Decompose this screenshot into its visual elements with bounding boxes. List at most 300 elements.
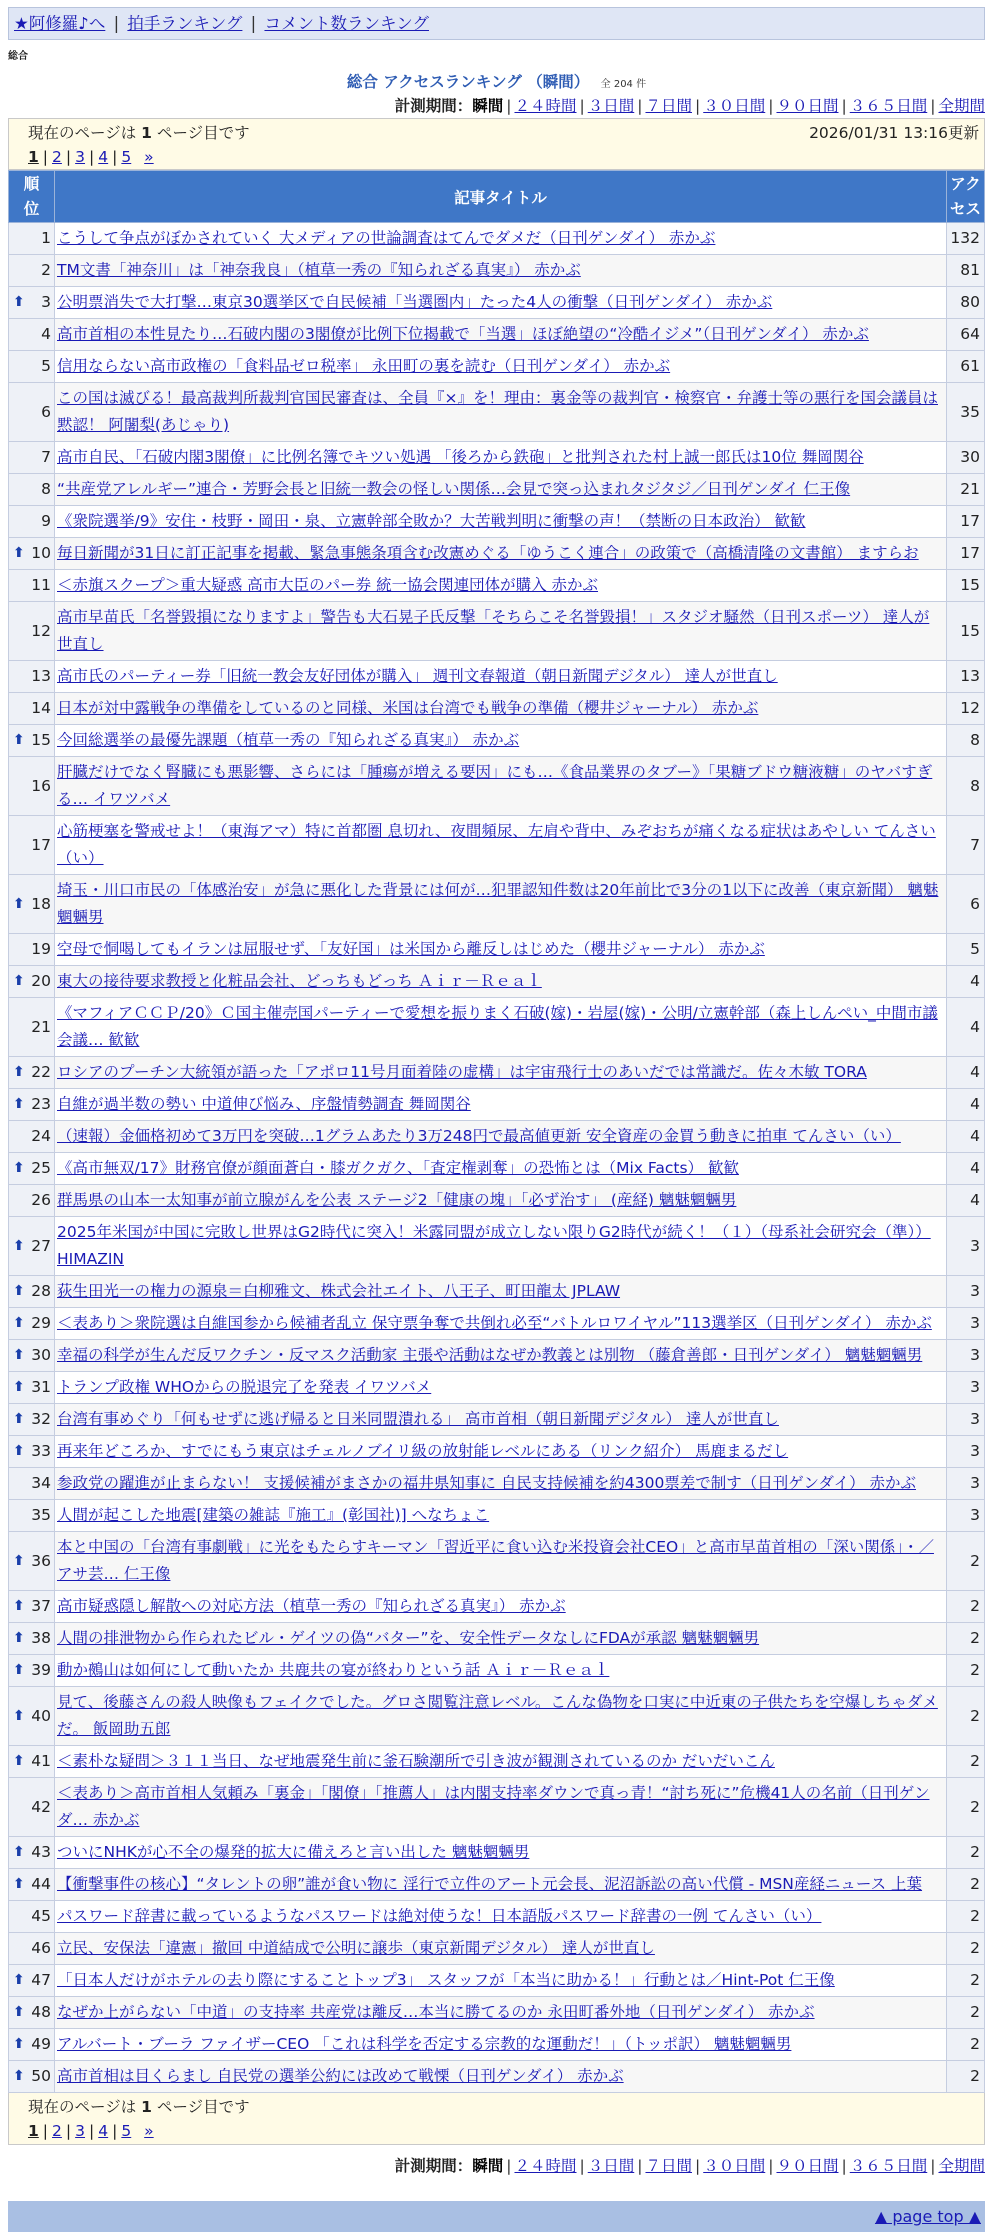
rank-number: 31 [31, 1378, 51, 1396]
table-row [9, 538, 985, 570]
access-count: 4 [947, 1153, 985, 1185]
title-cell [55, 1869, 947, 1901]
article-title-link[interactable]: 高市早苗氏「名誉毀損になりますよ」警告も大石晃子氏反撃「そちらこそ名誉毀損！」スタジオ騒然（日刊スポーツ） 達人が世直し [57, 608, 930, 653]
title-cell [55, 1217, 947, 1276]
table-row [9, 1185, 985, 1217]
article-title-link[interactable]: なぜか上がらない「中道」の支持率 共産党は離反…本当に勝てるのか 永田町番外地（日刊ゲンダイ） 赤かぶ [57, 2003, 815, 2021]
access-count: 3 [947, 1404, 985, 1436]
period-separator: | [695, 2157, 701, 2175]
rank-cell [9, 1276, 55, 1308]
article-title-link[interactable]: 荻生田光一の権力の源泉＝白柳雅文、株式会社エイト、八王子、町田龍太 JPLAW [57, 1282, 621, 1300]
title-cell [55, 1372, 947, 1404]
table-row [9, 1468, 985, 1500]
rank-number: 11 [31, 576, 51, 594]
article-title-link[interactable]: 日本が対中露戦争の準備をしているのと同様、米国は台湾でも戦争の準備（櫻井ジャーナル） 赤かぶ [57, 699, 759, 717]
article-title-link[interactable]: こうして争点がぼかされていく 大メディアの世論調査はてんでダメだ（日刊ゲンダイ） 赤かぶ [57, 229, 716, 247]
title-cell [55, 2029, 947, 2061]
article-title-link[interactable]: 東大の接待要求教授と化粧品会社、どっちもどっち Ａｉｒ－Ｒｅａｌ [57, 972, 542, 990]
article-title-link[interactable]: 埼玉・川口市民の「体感治安」が急に悪化した背景には何が…犯罪認知件数は20年前比で3分の1以下に改善（東京新聞） 魑魅魍魎男 [57, 881, 939, 926]
access-count: 3 [947, 1436, 985, 1468]
title-cell [55, 1500, 947, 1532]
article-title-link[interactable]: “共産党アレルギー”連合・芳野会長と旧統一教会の怪しい関係…会見で突っ込まれタジタジ／日刊ゲンダイ 仁王像 [57, 480, 851, 498]
title-cell [55, 383, 947, 442]
rank-number: 24 [31, 1127, 51, 1145]
table-row [9, 1965, 985, 1997]
ranking-title-text: 総合 アクセスランキング （瞬間） [346, 73, 590, 91]
rank-cell [9, 1869, 55, 1901]
article-title-link[interactable]: 高市疑惑隠し解散への対応方法（植草一秀の『知られざる真実』） 赤かぶ [57, 1597, 566, 1615]
rank-cell [9, 570, 55, 602]
article-title-link[interactable]: 動か鵺山は如何にして動いたか 共鹿共の宴が終わりという話 Ａｉｒ－Ｒｅａｌ [57, 1661, 610, 1679]
rank-cell [9, 506, 55, 538]
title-cell [55, 1185, 947, 1217]
period-link[interactable]: ３０日間 [703, 97, 766, 115]
access-count: 80 [947, 287, 985, 319]
rank-number: 30 [31, 1346, 51, 1364]
period-separator: | [579, 2157, 585, 2175]
rank-cell [9, 602, 55, 661]
title-cell [55, 1468, 947, 1500]
article-title-link[interactable]: 今回総選挙の最優先課題（植草一秀の『知られざる真実』） 赤かぶ [57, 731, 520, 749]
table-row [9, 442, 985, 474]
access-count: 15 [947, 570, 985, 602]
table-row [9, 1901, 985, 1933]
rank-up-arrow-icon: ⬆ [13, 2068, 25, 2084]
table-row [9, 816, 985, 875]
period-link[interactable]: ２４時間 [514, 97, 577, 115]
title-cell [55, 1965, 947, 1997]
article-title-link[interactable]: 心筋梗塞を警戒せよ！（東海アマ）特に首都圏 息切れ、夜間頻尿、左肩や背中、みぞおちが痛くなる症状はあやしい てんさい（い） [57, 822, 936, 867]
period-separator: | [930, 2157, 936, 2175]
ranking-total-count: 全 204 件 [600, 79, 647, 90]
next-page-link[interactable]: » [144, 2122, 154, 2140]
period-selector-bottom [8, 2151, 985, 2181]
rank-number: 27 [31, 1236, 51, 1255]
access-count: 4 [947, 1185, 985, 1217]
rank-cell [9, 966, 55, 998]
rank-number: 49 [31, 2035, 51, 2053]
table-row [9, 602, 985, 661]
rank-number: 39 [31, 1661, 51, 1679]
title-cell [55, 570, 947, 602]
table-row [9, 934, 985, 966]
title-cell [55, 1153, 947, 1185]
rank-cell [9, 693, 55, 725]
rank-cell [9, 2061, 55, 2093]
rank-cell [9, 1372, 55, 1404]
access-count: 2 [947, 2029, 985, 2061]
access-count: 2 [947, 1655, 985, 1687]
article-title-link[interactable]: 《マフィアＣＣＰ/20》Ｃ国主催売国パーティーで愛想を振りまく石破(嫁)・岩屋(嫁)・公明/立憲幹部（森上しんぺい_中間市議会議… 歓歓 [57, 1004, 938, 1049]
rank-number: 8 [41, 480, 51, 498]
article-title-link[interactable]: アルバート・ブーラ ファイザーCEO 「これは科学を否定する宗教的な運動だ！」（トッポ訳） 魑魅魍魎男 [57, 2035, 792, 2053]
page-link[interactable]: 4 [98, 2122, 109, 2140]
page-link[interactable]: 5 [121, 148, 132, 166]
access-count: 12 [947, 693, 985, 725]
period-separator: | [637, 2157, 643, 2175]
rank-cell [9, 538, 55, 570]
table-row [9, 1532, 985, 1591]
title-cell [55, 1623, 947, 1655]
table-row [9, 1591, 985, 1623]
article-title-link[interactable]: ＜表あり＞衆院選は自維国参から候補者乱立 保守票争奪で共倒れ必至“バトルロワイヤル”113選挙区（日刊ゲンダイ） 赤かぶ [57, 1314, 932, 1332]
rank-up-arrow-icon: ⬆ [13, 1753, 25, 1769]
access-count: 4 [947, 1089, 985, 1121]
title-cell [55, 223, 947, 255]
access-count: 3 [947, 1500, 985, 1532]
rank-up-arrow-icon: ⬆ [13, 1844, 25, 1860]
rank-cell [9, 1308, 55, 1340]
period-link[interactable]: ３６５日間 [849, 97, 928, 115]
page-status: 現在のページは 1 ページ目です [28, 2098, 250, 2116]
rank-number: 10 [31, 544, 51, 562]
page-link[interactable]: 2 [52, 2122, 62, 2140]
rank-number: 14 [31, 699, 51, 717]
page-separator: | [112, 2122, 118, 2140]
article-title-link[interactable]: 毎日新聞が31日に訂正記事を掲載、緊急事態条項含む改憲めぐる「ゆうこく連合」の政策で（高橋清隆の文書館） ますらお [57, 544, 919, 562]
title-cell [55, 1997, 947, 2029]
table-row [9, 319, 985, 351]
title-cell [55, 998, 947, 1057]
article-title-link[interactable]: 【衝撃事件の核心】“タレントの卵”誰が食い物に 淫行で立件のアート元会長、泥沼訴訟の高い代償 - MSN産経ニュース 上葉 [57, 1875, 923, 1893]
article-title-link[interactable]: ロシアのプーチン大統領が語った「アポロ11号月面着陸の虚構」は宇宙飛行士のあいだでは常識だ。佐々木敏 TORA [57, 1063, 867, 1081]
title-cell [55, 442, 947, 474]
access-count: 15 [947, 602, 985, 661]
period-link[interactable]: ３０日間 [703, 2157, 766, 2175]
article-title-link[interactable]: 群馬県の山本一太知事が前立腺がんを公表 ステージ2「健康の塊」「必ず治す」 (産経) 魑魅魍魎男 [57, 1191, 737, 1209]
page-spacer [135, 148, 140, 166]
rank-number: 34 [31, 1474, 51, 1492]
rank-cell [9, 223, 55, 255]
rank-cell [9, 725, 55, 757]
rank-number: 42 [31, 1797, 51, 1816]
access-count: 61 [947, 351, 985, 383]
article-title-link[interactable]: 2025年米国が中国に完敗し世界はG2時代に突入！米露同盟が成立しない限りG2時代が続く！（１）（母系社会研究会（準）） HIMAZIN [57, 1223, 931, 1268]
page-link[interactable]: 4 [98, 148, 109, 166]
period-separator: | [768, 2157, 774, 2175]
article-title-link[interactable]: 高市氏のパーティー券「旧統一教会友好団体が購入」 週刊文春報道（朝日新聞デジタル） 達人が世直し [57, 667, 778, 685]
period-link[interactable]: ２４時間 [514, 2157, 577, 2175]
rank-up-arrow-icon: ⬆ [13, 1411, 25, 1427]
period-separator: | [841, 97, 847, 115]
rank-up-arrow-icon: ⬆ [13, 1064, 25, 1080]
rank-number: 28 [31, 1282, 51, 1300]
article-title-link[interactable]: 立民、安保法「違憲」撤回 中道結成で公明に譲歩（東京新聞デジタル） 達人が世直し [57, 1939, 655, 1957]
table-row [9, 1500, 985, 1532]
table-row [9, 2061, 985, 2093]
article-title-link[interactable]: TM文書「神奈川」は「神奈我良」（植草一秀の『知られざる真実』） 赤かぶ [57, 261, 581, 279]
rank-number: 1 [41, 229, 51, 247]
rank-up-arrow-icon: ⬆ [13, 2036, 25, 2052]
title-cell [55, 287, 947, 319]
rank-number: 22 [31, 1063, 51, 1081]
rank-number: 43 [31, 1843, 51, 1861]
updated-timestamp: 2026/01/31 13:16更新 [809, 124, 979, 142]
access-count: 35 [947, 383, 985, 442]
table-row [9, 2029, 985, 2061]
period-link[interactable]: ３６５日間 [849, 2157, 928, 2175]
footer-bar [8, 2201, 985, 2232]
current-page-number: 1 [28, 2122, 39, 2140]
period-separator: | [695, 97, 701, 115]
rank-cell [9, 998, 55, 1057]
article-title-link[interactable]: 肝臓だけでなく腎臓にも悪影響、さらには「腫瘍が増える要因」にも…《食品業界のタブー》「果糖ブドウ糖液糖」のヤバすぎる… イワツバメ [57, 763, 933, 808]
rank-up-arrow-icon: ⬆ [13, 1876, 25, 1892]
table-row [9, 1340, 985, 1372]
rank-number: 36 [31, 1551, 51, 1570]
article-title-link[interactable]: 《衆院選挙/9》安住・枝野・岡田・泉、立憲幹部全敗か？大苦戦判明に衝撃の声！（禁断の日本政治） 歓歓 [57, 512, 806, 530]
rank-number: 19 [31, 940, 51, 958]
access-count: 5 [947, 934, 985, 966]
rank-number: 25 [31, 1159, 51, 1177]
access-count: 2 [947, 1778, 985, 1837]
rank-number: 7 [41, 448, 51, 466]
pager-top [8, 118, 985, 170]
rank-number: 44 [31, 1875, 51, 1893]
title-cell [55, 1591, 947, 1623]
table-row [9, 1746, 985, 1778]
rank-up-arrow-icon: ⬆ [13, 1443, 25, 1459]
table-row [9, 1997, 985, 2029]
rank-cell [9, 474, 55, 506]
current-page-number: 1 [28, 148, 39, 166]
access-count: 2 [947, 1746, 985, 1778]
comment-ranking-link[interactable]: コメント数ランキング [264, 14, 429, 33]
table-row [9, 287, 985, 319]
rank-number: 3 [41, 293, 51, 311]
access-count: 2 [947, 1901, 985, 1933]
rank-cell [9, 1340, 55, 1372]
article-title-link[interactable]: 再来年どころか、すでにもう東京はチェルノブイリ級の放射能レベルにある（リンク紹介） 馬鹿まるだし [57, 1442, 789, 1460]
table-row [9, 1404, 985, 1436]
access-count: 3 [947, 1340, 985, 1372]
rank-cell [9, 1933, 55, 1965]
rank-cell [9, 319, 55, 351]
title-cell [55, 1687, 947, 1746]
access-count: 4 [947, 998, 985, 1057]
table-row [9, 474, 985, 506]
rank-number: 45 [31, 1907, 51, 1925]
rank-number: 41 [31, 1752, 51, 1770]
title-cell [55, 1089, 947, 1121]
access-count: 2 [947, 1837, 985, 1869]
rank-number: 2 [41, 261, 51, 279]
table-row [9, 998, 985, 1057]
access-count: 2 [947, 1965, 985, 1997]
access-count: 8 [947, 757, 985, 816]
title-cell [55, 1746, 947, 1778]
rank-cell [9, 1468, 55, 1500]
table-row [9, 1372, 985, 1404]
title-cell [55, 351, 947, 383]
rank-number: 33 [31, 1442, 51, 1460]
rank-cell [9, 1837, 55, 1869]
article-title-link[interactable]: 見て、後藤さんの殺人映像もフェイクでした。グロさ閲覧注意レベル。こんな偽物を口実に中近東の子供たちを空爆しちゃダメだ。 飯岡助五郎 [57, 1693, 938, 1738]
access-count: 8 [947, 725, 985, 757]
nav-separator: | [113, 14, 120, 33]
page-links [14, 2119, 979, 2143]
page-link[interactable]: 3 [75, 2122, 86, 2140]
period-label: 計測期間： [394, 2157, 473, 2175]
table-row [9, 1837, 985, 1869]
rank-cell [9, 1121, 55, 1153]
article-title-link[interactable]: 高市首相の本性見たり…石破内閣の3閣僚が比例下位揭載で「当選」ほぼ絶望の“冷酷イジメ”（日刊ゲンダイ） 赤かぶ [57, 325, 869, 343]
rank-up-arrow-icon: ⬆ [13, 1315, 25, 1331]
page-separator: | [112, 148, 118, 166]
period-link[interactable]: ９０日間 [776, 97, 839, 115]
article-title-link[interactable]: トランプ政権 WHOからの脱退完了を発表 イワツバメ [57, 1378, 432, 1396]
page-separator: | [42, 2122, 49, 2140]
title-cell [55, 875, 947, 934]
title-cell [55, 1778, 947, 1837]
page-top-link[interactable]: ▲ page top ▲ [874, 2207, 981, 2226]
access-count: 2 [947, 2061, 985, 2093]
period-current: 瞬間 [472, 97, 504, 115]
article-title-link[interactable]: 高市首相は目くらまし 自民党の選挙公約には改めて戦慄（日刊ゲンダイ） 赤かぶ [57, 2067, 624, 2085]
article-title-link[interactable]: ＜素朴な疑問＞３１１当日、なぜ地震発生前に釜石験潮所で引き波が観測されているのか だいだいこん [57, 1752, 775, 1770]
page-separator: | [65, 148, 72, 166]
rank-up-arrow-icon: ⬆ [13, 545, 25, 561]
article-title-link[interactable]: ＜表あり＞高市首相人気頼み「裏金」「閣僚」「推薦人」は内閣支持率ダウンで真っ青！“討ち死に”危機41人の名前（日刊ゲンダ… 赤かぶ [57, 1784, 930, 1829]
period-link[interactable]: ７日間 [645, 2157, 692, 2175]
article-title-link[interactable]: 人間の排泄物から作られたビル・ゲイツの偽“バター”を、安全性データなしにFDAが承認 魑魅魍魎男 [57, 1629, 760, 1647]
header-access: アク セス [947, 171, 985, 223]
header-rank: 順 位 [9, 171, 55, 223]
rank-cell [9, 1057, 55, 1089]
table-row [9, 1089, 985, 1121]
page-link[interactable]: 2 [52, 148, 62, 166]
rank-up-arrow-icon: ⬆ [13, 1972, 25, 1988]
title-cell [55, 1655, 947, 1687]
table-row [9, 661, 985, 693]
access-count: 6 [947, 875, 985, 934]
article-title-link[interactable]: 信用ならない高市政権の「食料品ゼロ税率」 永田町の裏を読む（日刊ゲンダイ） 赤かぶ [57, 357, 671, 375]
rank-number: 17 [31, 835, 51, 854]
article-title-link[interactable]: ＜赤旗スクープ＞重大疑惑 高市大臣のパー券 統一協会関連団体が購入 赤かぶ [57, 576, 599, 594]
article-title-link[interactable]: 幸福の科学が生んだ反ワクチン・反マスク活動家 主張や活動はなぜか教義とは別物 （藤倉善郎・日刊ゲンダイ） 魑魅魍魎男 [57, 1346, 923, 1364]
article-title-link[interactable]: 人間が起こした地震[建築の雑誌『施工』(彰国社)] へなちょこ [57, 1506, 490, 1524]
article-title-link[interactable]: 空母で恫喝してもイランは屈服せず、「友好国」は米国から離反しはじめた（櫻井ジャーナル） 赤かぶ [57, 940, 765, 958]
title-cell [55, 1901, 947, 1933]
period-link[interactable]: ９０日間 [776, 2157, 839, 2175]
rank-up-arrow-icon: ⬆ [13, 1630, 25, 1646]
title-cell [55, 1837, 947, 1869]
access-count: 4 [947, 1057, 985, 1089]
rank-number: 50 [31, 2067, 51, 2085]
period-link[interactable]: 全期間 [938, 2157, 985, 2175]
period-link[interactable]: 全期間 [938, 97, 985, 115]
rank-cell [9, 816, 55, 875]
access-count: 3 [947, 1308, 985, 1340]
article-title-link[interactable]: （速報）金価格初めて3万円を突破…1グラムあたり3万248円で最高値更新 安全資産の金買う動きに拍車 てんさい（い） [57, 1127, 901, 1145]
page-links [14, 145, 979, 169]
title-cell [55, 757, 947, 816]
ranking-table [8, 170, 985, 2093]
article-title-link[interactable]: 台湾有事めぐり「何もせずに逃げ帰ると日米同盟潰れる」 高市首相（朝日新聞デジタル） 達人が世直し [57, 1410, 779, 1428]
article-title-link[interactable]: 参政党の躍進が止まらない！ 支援候補がまさかの福井県知事に 自民支持候補を約4300票差で制す（日刊ゲンダイ） 赤かぶ [57, 1474, 916, 1492]
rank-cell [9, 1185, 55, 1217]
article-title-link[interactable]: 高市自民、「石破内閣3閣僚」に比例名簿でキツい処遇 「後ろから鉄砲」と批判された村上誠一郎氏は10位 舞岡関谷 [57, 448, 864, 466]
title-cell [55, 816, 947, 875]
period-link[interactable]: ３日間 [587, 2157, 635, 2175]
article-title-link[interactable]: この国は滅びる！最高裁判所裁判官国民審査は、全員『×』を！理由：裏金等の裁判官・検察官・弁護士等の悪行を国会議員は黙認！ 阿闍梨(あじゃり) [57, 389, 938, 434]
table-row [9, 1436, 985, 1468]
article-title-link[interactable]: 「日本人だけがホテルの去り際にすることトップ3」 スタッフが「本当に助かる！」行動とは／Hint-Pot 仁王像 [57, 1971, 835, 1989]
next-page-link[interactable]: » [144, 148, 154, 166]
rank-cell [9, 442, 55, 474]
page-link[interactable]: 5 [121, 2122, 132, 2140]
period-separator: | [841, 2157, 847, 2175]
access-count: 2 [947, 1997, 985, 2029]
rank-cell [9, 1965, 55, 1997]
access-count: 3 [947, 1372, 985, 1404]
period-link[interactable]: ７日間 [645, 97, 692, 115]
rank-number: 5 [41, 357, 51, 375]
rank-number: 46 [31, 1939, 51, 1957]
rank-up-arrow-icon: ⬆ [13, 2004, 25, 2020]
rank-number: 26 [31, 1191, 51, 1209]
article-title-link[interactable]: 公明票消失で大打撃…東京30選挙区で自民候補「当選圏内」たった4人の衝撃（日刊ゲンダイ） 赤かぶ [57, 293, 773, 311]
rank-cell [9, 1089, 55, 1121]
rank-number: 23 [31, 1095, 51, 1113]
rank-up-arrow-icon: ⬆ [13, 1283, 25, 1299]
period-current: 瞬間 [472, 2157, 504, 2175]
rank-cell [9, 1532, 55, 1591]
title-cell [55, 966, 947, 998]
rank-number: 9 [41, 512, 51, 530]
article-title-link[interactable]: ついにNHKが心不全の爆発的拡大に備えろと言い出した 魑魅魍魎男 [57, 1843, 530, 1861]
ranking-title [8, 72, 985, 92]
table-row [9, 1276, 985, 1308]
rank-up-arrow-icon: ⬆ [13, 1598, 25, 1614]
article-title-link[interactable]: 本と中国の「台湾有事劇戦」に光をもたらすキーマン「習近平に食い込む米投資会社CEO」と高市早苗首相の「深い関係」・／アサ芸… 仁王像 [57, 1538, 934, 1583]
title-cell [55, 725, 947, 757]
page-separator: | [89, 148, 95, 166]
rank-up-arrow-icon: ⬆ [13, 895, 25, 912]
access-count: 2 [947, 1687, 985, 1746]
rank-up-arrow-icon: ⬆ [13, 1379, 25, 1395]
title-cell [55, 1532, 947, 1591]
table-row [9, 1217, 985, 1276]
rank-cell [9, 661, 55, 693]
period-link[interactable]: ３日間 [587, 97, 635, 115]
rank-number: 6 [41, 402, 51, 421]
table-row [9, 1778, 985, 1837]
table-row [9, 223, 985, 255]
rank-cell [9, 255, 55, 287]
back-to-asyura-link[interactable]: ★阿修羅♪へ [14, 14, 106, 33]
page-link[interactable]: 3 [75, 148, 86, 166]
table-row [9, 1623, 985, 1655]
period-separator: | [768, 97, 774, 115]
rank-number: 38 [31, 1629, 51, 1647]
rank-cell [9, 1655, 55, 1687]
applause-ranking-link[interactable]: 拍手ランキング [127, 14, 243, 33]
access-count: 2 [947, 1869, 985, 1901]
article-title-link[interactable]: パスワード辞書に載っているようなパスワードは絶対使うな！日本語版パスワード辞書の一例 てんさい（い） [57, 1907, 822, 1925]
page-status: 現在のページは 1 ページ目です [28, 124, 250, 142]
table-row [9, 875, 985, 934]
title-cell [55, 1308, 947, 1340]
rank-cell [9, 934, 55, 966]
article-title-link[interactable]: 自維が過半数の勢い 中道伸び悩み、序盤情勢調査 舞岡関谷 [57, 1095, 471, 1113]
access-count: 17 [947, 538, 985, 570]
title-cell [55, 255, 947, 287]
rank-cell [9, 2029, 55, 2061]
article-title-link[interactable]: 《高市無双/17》財務官僚が顔面蒼白・膝ガクガク、「査定権剥奪」の恐怖とは（Mix Facts） 歓歓 [57, 1159, 739, 1177]
rank-number: 32 [31, 1410, 51, 1428]
period-selector-top [8, 94, 985, 118]
